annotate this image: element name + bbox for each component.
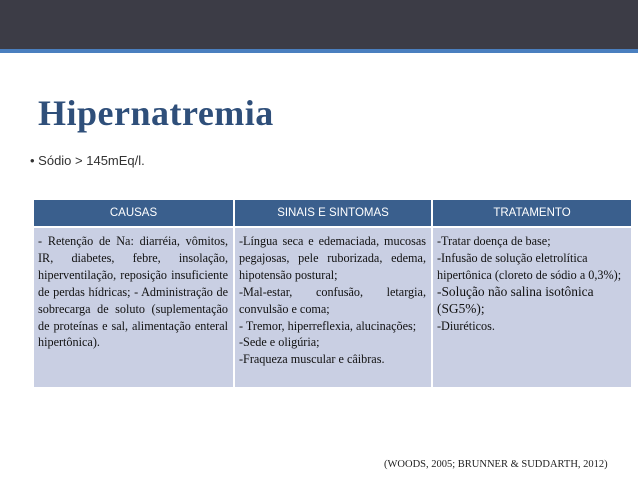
sinais-item: -Mal-estar, confusão, letargia, convulsão e coma; <box>239 284 426 316</box>
causas-text: - Retenção de Na: diarréia, vômitos, IR, diabetes, febre, insolação, hiperventilação, reposição insuficiente de perdas hídricas; - Administração de sobrecarga de soluto (suplementação de proteínas e sal, alimentação enteral hipertônica). <box>38 234 228 350</box>
sinais-item: -Língua seca e edemaciada, mucosas pegajosas, pele ruborizada, edema, hipotensão postural; <box>239 234 426 282</box>
cell-sinais <box>234 227 432 387</box>
cell-causas <box>34 227 234 387</box>
bullet-point: • Sódio > 145mEq/l. <box>30 153 145 168</box>
table-row <box>34 227 631 387</box>
slide-title: Hipernatremia <box>38 93 274 133</box>
hipernatremia-table <box>34 200 631 387</box>
sinais-item: - Tremor, hiperreflexia, alucinações; <box>239 318 417 333</box>
accent-line <box>0 49 638 53</box>
sinais-item: -Fraqueza muscular e câibras. <box>239 352 385 367</box>
tratamento-item: -Infusão de solução eletrolítica hipertônica (cloreto de sódio a 0,3%); <box>437 250 622 282</box>
header-sinais: SINAIS E SINTOMAS <box>234 200 432 227</box>
sinais-item: -Sede e oligúria; <box>239 335 320 350</box>
tratamento-item: -Solução não salina isotônica (SG5%); <box>437 283 594 316</box>
tratamento-item: -Diuréticos. <box>437 318 495 333</box>
top-bar <box>0 0 638 49</box>
header-tratamento: TRATAMENTO <box>432 200 631 227</box>
citation: (WOODS, 2005; BRUNNER & SUDDARTH, 2012) <box>384 459 608 470</box>
header-causas: CAUSAS <box>34 200 234 227</box>
cell-tratamento <box>432 227 631 387</box>
table-header-row <box>34 200 631 227</box>
tratamento-item: -Tratar doença de base; <box>437 234 551 248</box>
